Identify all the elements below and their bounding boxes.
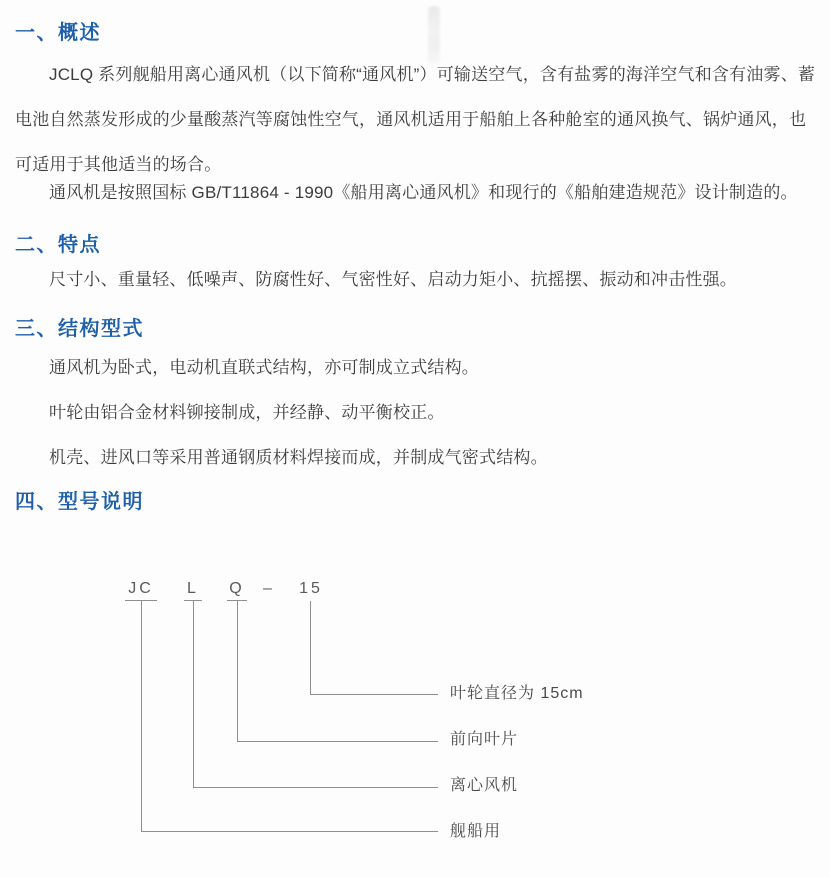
leader-vline-jc	[141, 601, 142, 831]
model-code-dash: –	[263, 580, 275, 597]
diagram-label-forward-blade: 前向叶片	[450, 731, 519, 748]
structure-paragraph-1: 通风机为卧式，电动机直联式结构，亦可制成立式结构。	[49, 358, 479, 377]
leader-vline-l	[193, 601, 194, 787]
model-code-series: JC	[125, 580, 157, 601]
leader-vline-15	[310, 601, 311, 694]
leader-hline-q	[237, 741, 438, 742]
diagram-label-naval-use: 舰船用	[450, 823, 502, 840]
overview-paragraph-2: 通风机是按照国标 GB/T11864 - 1990《船用离心通风机》和现行的《船舶建造规范》设计制造的。	[49, 183, 798, 202]
section-heading-model-designation: 四、型号说明	[15, 491, 144, 513]
section-heading-structure: 三、结构型式	[15, 318, 144, 340]
features-paragraph: 尺寸小、重量轻、低噪声、防腐性好、气密性好、启动力矩小、抗摇摆、振动和冲击性强。	[49, 270, 737, 289]
structure-paragraph-2: 叶轮由铝合金材料铆接制成，并经静、动平衡校正。	[49, 403, 445, 422]
section-heading-features: 二、特点	[15, 234, 101, 256]
leader-vline-q	[237, 601, 238, 741]
section-heading-overview: 一、概述	[15, 22, 101, 44]
structure-paragraph-3: 机壳、进风口等采用普通钢质材料焊接而成，并制成气密式结构。	[49, 448, 548, 467]
model-code-size: 15	[299, 580, 323, 597]
diagram-label-centrifugal-fan: 离心风机	[450, 777, 519, 794]
model-code-centrifugal: L	[184, 580, 202, 601]
leader-hline-15	[310, 694, 438, 695]
leader-hline-l	[193, 787, 438, 788]
overview-paragraph-1: JCLQ 系列舰船用离心通风机（以下简称“通风机”）可输送空气，含有盐雾的海洋空气和含有油雾、蓄电池自然蒸发形成的少量酸蒸汽等腐蚀性空气，通风机适用于船舶上各种舱室的通风换气、锅炉通风，也可适用于其他适当的场合。	[15, 65, 816, 174]
model-code-forward-blade: Q	[227, 580, 247, 601]
diagram-label-impeller-diameter: 叶轮直径为 15cm	[450, 685, 584, 702]
leader-hline-jc	[141, 831, 438, 832]
